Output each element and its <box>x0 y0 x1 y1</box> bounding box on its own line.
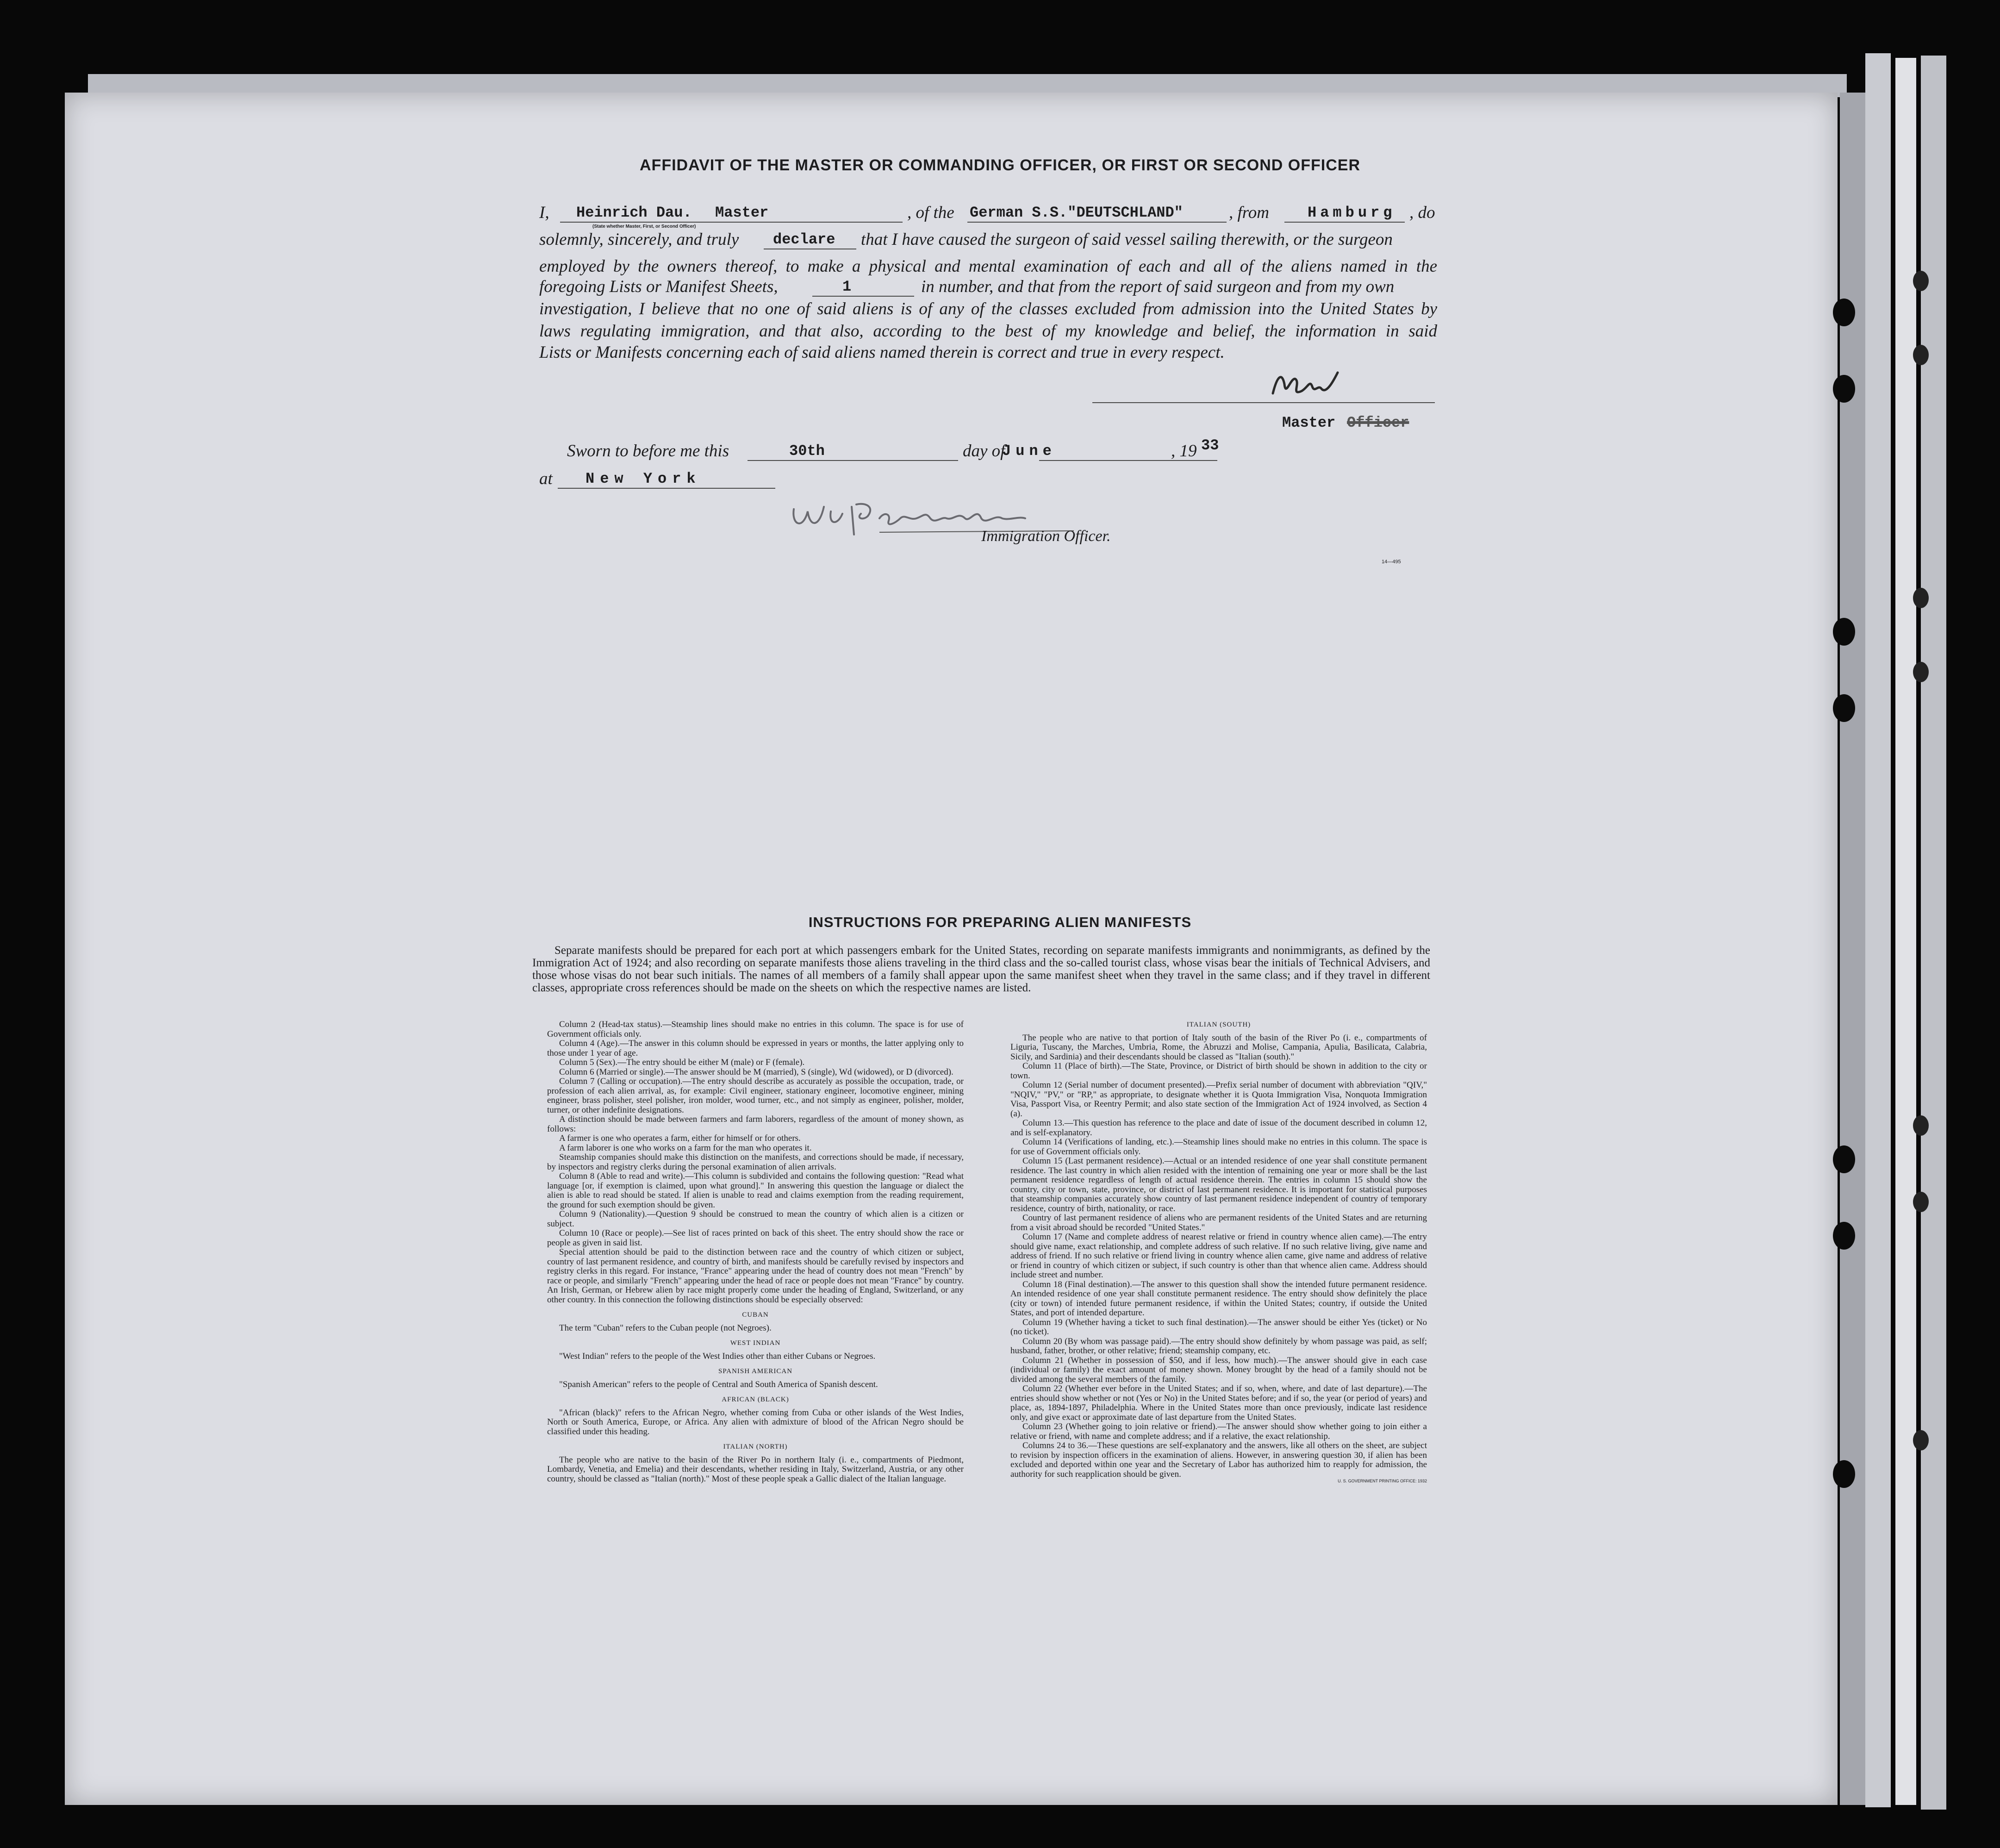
sworn-line <box>539 437 1437 465</box>
punch-hole <box>1833 1145 1855 1173</box>
line4-start: foregoing Lists or Manifest Sheets, <box>539 277 778 296</box>
instruction-paragraph: The people who are native to that portion of Italy south of the basin of the River Po (i. e., compartments of Liguria, Tuscany, the Marches, Umbria, Rome, the Abruzzi and Molise, Campania, Apulia, Basilicata, Calabria, Sicily, and Sardinia) and their descendants should be classed as "Italian (south)." <box>1010 1033 1427 1062</box>
instruction-paragraph: Column 18 (Final destination).—The answer to this question shall show the intended future permanent residence. An intended residence of one year shall constitute permanent residence. The entry should show definitely the place (city or town) of intended future permanent residence, if within the United States; country, if outside the United States, and port of intended departure. <box>1010 1279 1427 1318</box>
day-underline <box>748 460 958 461</box>
binder-edge <box>1895 58 1916 1805</box>
instruction-paragraph: Column 9 (Nationality).—Question 9 should be construed to mean the country of which alien is a citizen or subject. <box>547 1209 964 1229</box>
section-heading: WEST INDIAN <box>730 1339 781 1347</box>
form-number: 14—495 <box>1382 559 1401 565</box>
instructions-intro <box>532 944 1430 994</box>
declare-word: declare <box>773 231 835 248</box>
declare-underline <box>764 248 856 249</box>
do-label: , do <box>1409 203 1435 222</box>
instruction-paragraph: "Spanish American" refers to the people of Central and South America of Spanish descent. <box>559 1379 878 1389</box>
immigration-officer-caption: Immigration Officer. <box>981 528 1111 545</box>
affidavit-line-1 <box>539 199 1437 227</box>
punch-hole <box>1833 618 1855 646</box>
sworn-label: Sworn to before me this <box>567 442 729 460</box>
punch-hole <box>1913 1192 1929 1212</box>
struck-officer-word: Officer <box>1347 414 1409 431</box>
instructions-right-column <box>1010 1020 1427 1486</box>
line2-start: solemnly, sincerely, and truly <box>539 230 739 249</box>
officer-rank: Master <box>715 204 769 221</box>
punch-hole <box>1833 1222 1855 1250</box>
at-label: at <box>539 469 553 488</box>
instruction-paragraph: Column 14 (Verifications of landing, etc.).—Steamship lines should make no entries in this column. The space is for use of Government officials only. <box>1010 1137 1427 1157</box>
affidavit-line-5: investigation, I believe that no one of said aliens is of any of the classes excluded from admission into the United States by <box>539 299 1437 318</box>
line2-end: that I have caused the surgeon of said vessel sailing therewith, or the surgeon <box>861 230 1393 249</box>
punch-hole <box>1833 299 1855 326</box>
affidavit-line-3: employed by the owners thereof, to make a physical and mental examination of each and all of the aliens named in the <box>539 257 1437 276</box>
name-underline <box>560 221 903 223</box>
instruction-paragraph: Column 11 (Place of birth).—The State, Province, or District of birth should be shown in addition to the city or town. <box>1010 1061 1427 1081</box>
instruction-paragraph: Column 23 (Whether going to join relative or friend).—The answer should show whether going to join either a relative or friend, with name and complete address; and if a relative, the exact relationship. <box>1010 1422 1427 1441</box>
instruction-paragraph: Column 2 (Head-tax status).—Steamship lines should make no entries in this column. The space is for use of Government officials only. <box>547 1020 964 1039</box>
intro-text: Separate manifests should be prepared for each port at which passengers embark for the United States, recording on separate manifests immigrants and nonimmigrants, as defined by the Immigration Act of 1924; and also recording on separate manifests those aliens traveling in the third class and the so-called tourist class, whose visas bear the initials of Technical Advisers, and those whose visas do not bear such initials. The names of all members of a family shall appear upon the same manifest sheet when they travel in the same class; and if they travel in different classes, appropriate cross references should be made on the sheets on which the respective names are listed. <box>532 944 1430 994</box>
instruction-paragraph: Column 20 (By whom was passage paid).—The entry should show definitely by whom passage was paid, as self; husband, father, brother, or other relative; friend; steamship company, etc. <box>1010 1336 1427 1356</box>
instruction-paragraph: Column 21 (Whether in possession of $50, and if less, how much).—The answer should give in each case (individual or family) the exact amount of money shown. Money brought by the head of a family should not be divided among the several members of the family. <box>1010 1355 1427 1384</box>
instruction-paragraph: Column 19 (Whether having a ticket to such final destination).—The answer should be either Yes (ticket) or No (no ticket). <box>1010 1317 1427 1337</box>
instruction-paragraph: Column 15 (Last permanent residence).—Actual or an intended residence of one year shall constitute permanent residence. The last country in which alien resided with the intention of remaining one year or more shall be the last permanent residence regardless of length of actual residence therein. The entries in column 15 should show the country, city or town, state, province, or district of last permanent residence. It is important for statistical purposes that steamship companies accurately show country of last permanent residence independent of country of temporary residence, country of birth, nationality, or race. <box>1010 1156 1427 1213</box>
instruction-paragraph: A distinction should be made between farmers and farm laborers, regardless of the amount of money shown, as follows: <box>547 1114 964 1134</box>
signer-title: Master <box>1282 414 1336 431</box>
instruction-paragraph: A farmer is one who operates a farm, either for himself or for others. <box>559 1133 801 1143</box>
instruction-paragraph: The term "Cuban" refers to the Cuban people (not Negroes). <box>559 1323 772 1333</box>
affidavit-line-6: laws regulating immigration, and that also, according to the best of my knowledge and belief, the information in said <box>539 322 1437 341</box>
punch-hole <box>1913 588 1929 608</box>
sworn-month: June <box>1002 442 1056 460</box>
officer-name: Heinrich Dau. <box>576 204 692 221</box>
punch-hole <box>1913 662 1929 682</box>
instruction-paragraph: Steamship companies should make this distinction on the manifests, and corrections should be made, if necessary, by inspectors and registry clerks during the personal examination of alien arrivals. <box>547 1152 964 1172</box>
punch-hole <box>1833 1460 1855 1488</box>
instruction-paragraph: Column 10 (Race or people).—See list of races printed on back of this sheet. The entry should show the race or people as given in said list. <box>547 1228 964 1248</box>
instruction-paragraph: "African (black)" refers to the African Negro, whether coming from Cuba or other islands of the West Indies, North or South America, Europe, or Africa. Any alien with admixture of blood of the African Negro should be classified under this heading. <box>547 1407 964 1437</box>
instruction-paragraph: Column 7 (Calling or occupation).—The entry should describe as accurately as possible the occupation, trade, or profession of each alien arrival, as, for example: Civil engineer, stationary engineer, locomotive engineer, mining engineer, brass polisher, steel polisher, iron molder, wood turner, etc., and not simply as engineer, polisher, molder, turner, or other indefinite designations. <box>547 1076 964 1115</box>
sworn-place: New York <box>586 470 701 487</box>
day-of-label: day of <box>963 442 1005 460</box>
instruction-paragraph: Columns 24 to 36.—These questions are self-explanatory and the answers, like all others on the sheet, are subject to revision by inspection officers in the examination of aliens. However, in answering question 30, if alien has been excluded and deported within one year and the Secretary of Labor has authorized him to reapply for admission, the authority for such reapplication should be given. <box>1010 1441 1427 1479</box>
vessel-underline <box>967 221 1227 223</box>
master-signature-line <box>1092 402 1435 403</box>
instruction-paragraph: A farm laborer is one who works on a farm for the man who operates it. <box>559 1143 812 1153</box>
instruction-paragraph: Column 8 (Able to read and write).—This column is subdivided and contains the following question: "Read what language [or, if exemption is claimed, upon what ground]." In answering this question the language or dialect the alien is able to read should be stated. If alien is unable to read and claims exemption from the reading requirement, the ground for such exemption should be given. <box>547 1171 964 1210</box>
punch-hole <box>1913 1430 1929 1450</box>
line4-end: in number, and that from the report of said surgeon and from my own <box>921 277 1395 296</box>
affidavit-title: AFFIDAVIT OF THE MASTER OR COMMANDING OFFICER, OR FIRST OR SECOND OFFICER <box>640 156 1360 174</box>
affidavit-line-7: Lists or Manifests concerning each of said aliens named therein is correct and true in every respect. <box>539 343 1225 362</box>
from-label: , from <box>1229 203 1270 222</box>
binding-shadow <box>1840 93 1865 1805</box>
instruction-paragraph: Column 22 (Whether ever before in the United States; and if so, when, where, and date of last departure).—The entries should show whether or not (Yes or No) in the United States before; and if so, the year (or period of years) and place, as, 1894-1897, Philadelphia. Where in the United States more than once previously, indicate last residence only, and give exact or approximate date of last departure from the United States. <box>1010 1384 1427 1422</box>
punch-hole <box>1913 345 1929 365</box>
instruction-paragraph: Column 4 (Age).—The answer in this column should be expressed in years or months, the latter applying only to those under 1 year of age. <box>547 1039 964 1058</box>
instruction-paragraph: Country of last permanent residence of aliens who are permanent residents of the United States and are returning from a visit abroad should be recorded "United States." <box>1010 1213 1427 1232</box>
binder-edge <box>1921 56 1946 1810</box>
of-the-label: , of the <box>907 203 954 222</box>
year-suffix: 33 <box>1201 437 1219 454</box>
instruction-paragraph: Column 5 (Sex).—The entry should be either M (male) or F (female). <box>559 1058 805 1067</box>
instructions-left-column <box>547 1020 964 1484</box>
place-line <box>539 465 1437 493</box>
rank-note: (State whether Master, First, or Second Officer) <box>592 224 696 229</box>
vessel-name: German S.S."DEUTSCHLAND" <box>970 204 1183 221</box>
section-heading: CUBAN <box>742 1311 769 1319</box>
port-name: Hamburg <box>1308 204 1396 221</box>
instruction-paragraph: Column 13.—This question has reference to the place and date of issue of the document described in column 12, and is self-explanatory. <box>1010 1118 1427 1138</box>
instruction-paragraph: Column 12 (Serial number of document presented).—Prefix serial number of document with abbreviation "QIV," "NQIV," "PV," or "RP," as appropriate, to designate whether it is Quota Immigration Visa, Nonquota Immigration Visa, Passport Visa, or Reentry Permit; and also state section of the Immigration Act of 1924 involved, as Section 4 (a). <box>1010 1080 1427 1119</box>
i-label: I, <box>539 203 549 222</box>
instruction-paragraph: Column 6 (Married or single).—The answer should be M (married), S (single), Wd (widowed), or D (divorced). <box>559 1067 953 1077</box>
sworn-day: 30th <box>789 442 825 460</box>
instruction-paragraph: Special attention should be paid to the distinction between race and the country of which citizen or subject, country of last permanent residence, and country of birth, and manifests should be carefully revised by inspectors and registry clerks in this regard. For instance, "France" appearing under the head of country does not mean "French" by race or people, and similarly "French" appearing under the head of race or people does not mean "France" by country. An Irish, German, or Hebrew alien by race might properly come under the heading of England, Switzerland, or any other country. In this connection the following distinctions should be especially observed: <box>547 1247 964 1305</box>
punch-hole <box>1913 1115 1929 1136</box>
affidavit-line-2 <box>539 226 1437 254</box>
punch-hole <box>1833 375 1855 403</box>
sheet-count: 1 <box>842 278 852 295</box>
instruction-paragraph: The people who are native to the basin of the River Po in northern Italy (i. e., compartments of Piedmont, Lombardy, Venetia, and Emelia) and their descendants, whether residing in Italy, Switzerland, Austria, or any other country, should be classed as "Italian (north)." Most of these people speak a Gallic dialect of the Italian language. <box>547 1455 964 1484</box>
instruction-paragraph: "West Indian" refers to the people of the West Indies other than either Cubans or Negroes. <box>559 1351 876 1361</box>
master-signature <box>1264 366 1365 407</box>
instructions-title: INSTRUCTIONS FOR PREPARING ALIEN MANIFESTS <box>808 914 1192 930</box>
port-underline <box>1284 221 1405 223</box>
section-heading: ITALIAN (SOUTH) <box>1186 1021 1251 1028</box>
punch-hole <box>1833 694 1855 722</box>
year-prefix: , 19 <box>1171 442 1197 460</box>
instruction-paragraph: Column 17 (Name and complete address of nearest relative or friend in country whence alien came).—The entry should give name, exact relationship, and complete address of such relative. If no such relative living, give name and address of friend. If no such relative or friend living in country whence alien came, give name and address of relative or friend in country of which citizen or subject, if such country is other than that whence alien came. Address should include street and number. <box>1010 1232 1427 1280</box>
place-underline <box>558 487 775 489</box>
section-heading: ITALIAN (NORTH) <box>723 1443 788 1450</box>
section-heading: AFRICAN (BLACK) <box>722 1396 789 1403</box>
section-heading: SPANISH AMERICAN <box>718 1368 793 1375</box>
punch-hole <box>1913 271 1929 291</box>
printer-note: U. S. GOVERNMENT PRINTING OFFICE: 1932 <box>1338 1479 1427 1483</box>
